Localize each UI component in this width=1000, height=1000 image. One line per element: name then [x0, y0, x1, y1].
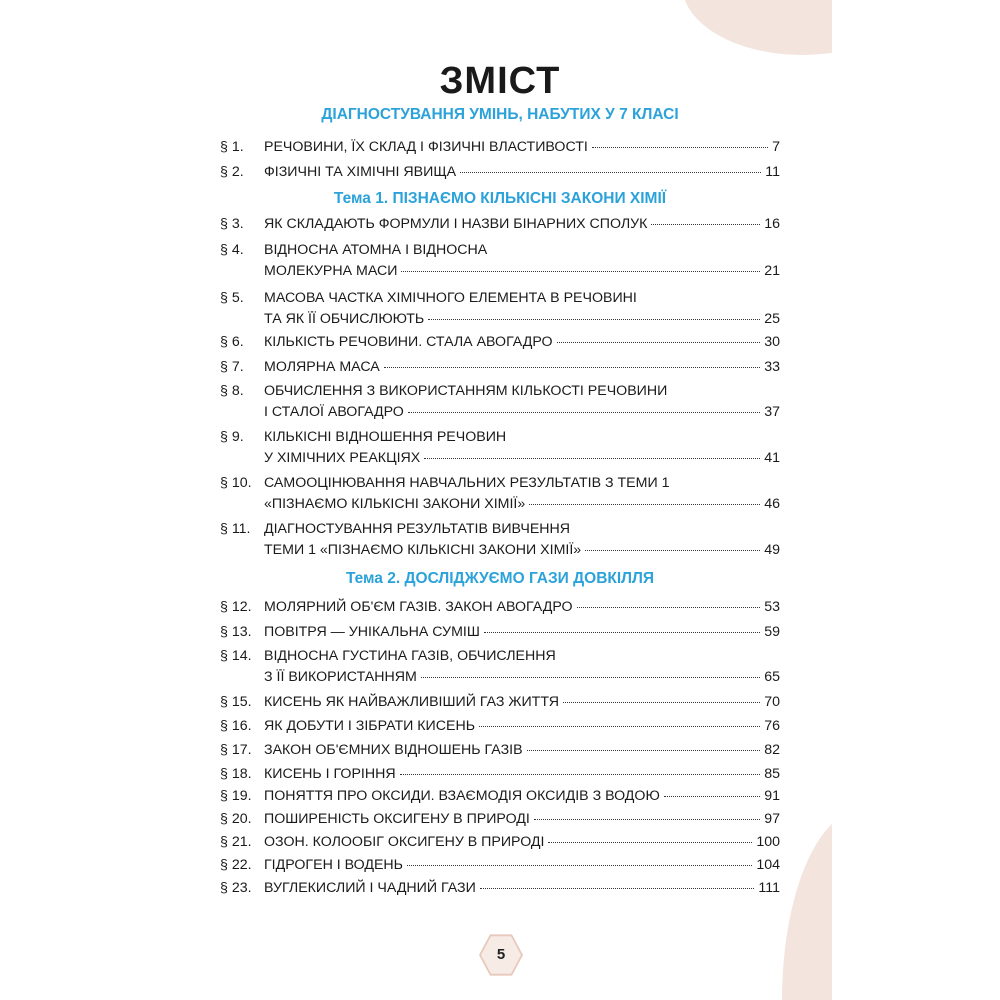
toc-entry-title: З ЇЇ ВИКОРИСТАННЯМ — [264, 669, 417, 685]
dot-leader — [557, 342, 761, 343]
toc-entry — [220, 832, 780, 853]
dot-leader — [407, 865, 752, 866]
dot-leader — [424, 458, 760, 459]
page-number: 5 — [496, 946, 506, 963]
toc-entry-title: ЯК ДОБУТИ І ЗІБРАТИ КИСЕНЬ — [264, 718, 476, 734]
toc-entry-title: ТЕМИ 1 «ПІЗНАЄМО КІЛЬКІСНІ ЗАКОНИ ХІМІЇ» — [264, 542, 582, 558]
dot-leader — [484, 632, 760, 633]
toc-entry — [220, 473, 780, 515]
toc-entry-page: 37 — [764, 404, 780, 420]
section-heading-topic-2: Тема 2. ДОСЛІДЖУЄМО ГАЗИ ДОВКІЛЛЯ — [345, 570, 655, 587]
toc-entry-number: § 10. — [220, 475, 252, 491]
toc-entry-title: У ХІМІЧНИХ РЕАКЦІЯХ — [264, 450, 421, 466]
toc-entry — [220, 692, 780, 713]
toc-entry — [220, 137, 780, 158]
toc-entry-title: МОЛЕКУРНА МАСИ — [264, 263, 398, 279]
toc-entry-title-line: ОБЧИСЛЕННЯ З ВИКОРИСТАННЯМ КІЛЬКОСТІ РЕЧОВИНИ — [264, 383, 668, 399]
toc-entry — [220, 764, 780, 785]
toc-entry — [220, 878, 780, 899]
dot-leader — [577, 607, 761, 608]
toc-entry-page: 97 — [764, 811, 780, 827]
toc-entry-number: § 14. — [220, 648, 252, 664]
toc-entry-page: 59 — [764, 624, 780, 640]
toc-entry-page: 85 — [764, 766, 780, 782]
toc-entry-title-line: САМООЦІНЮВАННЯ НАВЧАЛЬНИХ РЕЗУЛЬТАТІВ З ТЕМИ 1 — [264, 475, 670, 491]
toc-entry-title: МОЛЯРНИЙ ОБ'ЄМ ГАЗІВ. ЗАКОН АВОГАДРО — [264, 599, 573, 615]
toc-entry-page: 46 — [764, 496, 780, 512]
toc-entry-title: ВУГЛЕКИСЛИЙ І ЧАДНИЙ ГАЗИ — [264, 880, 476, 896]
toc-entry-page: 91 — [764, 788, 780, 804]
toc-entry-title: КІЛЬКІСТЬ РЕЧОВИНИ. СТАЛА АВОГАДРО — [264, 334, 553, 350]
toc-entry — [220, 519, 780, 561]
decorative-blob-right — [782, 810, 832, 1000]
toc-entry — [220, 332, 780, 353]
dot-leader — [664, 796, 760, 797]
toc-entry — [220, 786, 780, 807]
toc-entry-page: 21 — [764, 263, 780, 279]
toc-entry-page: 16 — [764, 216, 780, 232]
toc-entry — [220, 162, 780, 183]
toc-entry — [220, 809, 780, 830]
toc-entry-number: § 12. — [220, 599, 252, 615]
dot-leader — [585, 550, 760, 551]
dot-leader — [563, 702, 760, 703]
toc-entry-page: 104 — [756, 857, 780, 873]
toc-entry-number: § 9. — [220, 429, 244, 445]
toc-entry-page: 25 — [764, 311, 780, 327]
dot-leader — [592, 147, 768, 148]
toc-entry-page: 49 — [764, 542, 780, 558]
toc-entry-title-line: ВІДНОСНА АТОМНА І ВІДНОСНА — [264, 242, 488, 258]
dot-leader — [527, 750, 761, 751]
page-title: ЗМІСТ — [439, 60, 561, 102]
toc-entry-page: 100 — [756, 834, 780, 850]
toc-entry — [220, 381, 780, 423]
toc-entry-number: § 11. — [220, 521, 251, 537]
toc-entry — [220, 740, 780, 761]
toc-entry-page: 7 — [772, 139, 780, 155]
toc-entry-title: РЕЧОВИНИ, ЇХ СКЛАД І ФІЗИЧНІ ВЛАСТИВОСТІ — [264, 139, 588, 155]
toc-entry-number: § 23. — [220, 880, 252, 896]
toc-entry-number: § 16. — [220, 718, 252, 734]
toc-entry-number: § 13. — [220, 624, 252, 640]
toc-entry-title: ТА ЯК ЇЇ ОБЧИСЛЮЮТЬ — [264, 311, 425, 327]
toc-entry — [220, 622, 780, 643]
toc-entry — [220, 214, 780, 235]
book-page — [168, 0, 832, 1000]
dot-leader — [408, 412, 760, 413]
toc-entry-title: ПОШИРЕНІСТЬ ОКСИГЕНУ В ПРИРОДІ — [264, 811, 530, 827]
toc-entry-title: ПОВІТРЯ — УНІКАЛЬНА СУМІШ — [264, 624, 480, 640]
toc-entry-title: КИСЕНЬ ЯК НАЙВАЖЛИВІШИЙ ГАЗ ЖИТТЯ — [264, 694, 559, 710]
toc-entry-page: 53 — [764, 599, 780, 615]
dot-leader — [400, 774, 761, 775]
toc-entry-number: § 8. — [220, 383, 244, 399]
toc-entry-title: ОЗОН. КОЛООБІГ ОКСИГЕНУ В ПРИРОДІ — [264, 834, 545, 850]
section-heading-topic-1: Тема 1. ПІЗНАЄМО КІЛЬКІСНІ ЗАКОНИ ХІМІЇ — [333, 190, 667, 207]
toc-entry-title: ЯК СКЛАДАЮТЬ ФОРМУЛИ І НАЗВИ БІНАРНИХ СПОЛУК — [264, 216, 648, 232]
toc-entry-title: «ПІЗНАЄМО КІЛЬКІСНІ ЗАКОНИ ХІМІЇ» — [264, 496, 526, 512]
toc-entry-number: § 17. — [220, 742, 252, 758]
dot-leader — [529, 504, 760, 505]
toc-entry-number: § 18. — [220, 766, 252, 782]
decorative-blob-top — [682, 0, 832, 55]
toc-entry-page: 70 — [764, 694, 780, 710]
toc-entry-page: 65 — [764, 669, 780, 685]
toc-entry-number: § 5. — [220, 290, 244, 306]
toc-entry-title-line: ДІАГНОСТУВАННЯ РЕЗУЛЬТАТІВ ВИВЧЕННЯ — [264, 521, 571, 537]
toc-entry-title: ГІДРОГЕН І ВОДЕНЬ — [264, 857, 403, 873]
dot-leader — [460, 172, 761, 173]
toc-entry-title: ПОНЯТТЯ ПРО ОКСИДИ. ВЗАЄМОДІЯ ОКСИДІВ З ВОДОЮ — [264, 788, 660, 804]
toc-entry-number: § 4. — [220, 242, 244, 258]
dot-leader — [534, 819, 760, 820]
dot-leader — [401, 271, 760, 272]
toc-entry-page: 33 — [764, 359, 780, 375]
toc-entry-number: § 20. — [220, 811, 252, 827]
toc-entry-title: ЗАКОН ОБ'ЄМНИХ ВІДНОШЕНЬ ГАЗІВ — [264, 742, 523, 758]
toc-entry-number: § 21. — [220, 834, 252, 850]
dot-leader — [480, 888, 755, 889]
toc-entry — [220, 240, 780, 282]
toc-entry-number: § 19. — [220, 788, 252, 804]
toc-entry-title-line: КІЛЬКІСНІ ВІДНОШЕННЯ РЕЧОВИН — [264, 429, 507, 445]
dot-leader — [384, 367, 760, 368]
toc-entry-title-line: МАСОВА ЧАСТКА ХІМІЧНОГО ЕЛЕМЕНТА В РЕЧОВИНІ — [264, 290, 637, 306]
dot-leader — [421, 677, 760, 678]
toc-entry — [220, 597, 780, 618]
toc-entry-number: § 22. — [220, 857, 252, 873]
toc-entry-title: МОЛЯРНА МАСА — [264, 359, 380, 375]
toc-entry-page: 111 — [758, 880, 780, 896]
toc-entry-page: 30 — [764, 334, 780, 350]
toc-entry-number: § 1. — [220, 139, 244, 155]
toc-entry-page: 41 — [764, 450, 780, 466]
toc-entry — [220, 288, 780, 330]
toc-entry-title: ФІЗИЧНІ ТА ХІМІЧНІ ЯВИЩА — [264, 164, 457, 180]
toc-entry — [220, 357, 780, 378]
toc-entry — [220, 716, 780, 737]
toc-entry — [220, 427, 780, 469]
dot-leader — [428, 319, 760, 320]
section-heading-diagnostics: ДІАГНОСТУВАННЯ УМІНЬ, НАБУТИХ У 7 КЛАСІ — [321, 106, 679, 123]
dot-leader — [651, 224, 760, 225]
toc-entry-number: § 3. — [220, 216, 244, 232]
toc-entry-number: § 6. — [220, 334, 244, 350]
toc-entry — [220, 855, 780, 876]
toc-entry-number: § 7. — [220, 359, 244, 375]
toc-entry-page: 11 — [765, 164, 780, 180]
toc-entry — [220, 646, 780, 688]
toc-entry-title-line: ВІДНОСНА ГУСТИНА ГАЗІВ, ОБЧИСЛЕННЯ — [264, 648, 556, 664]
toc-entry-title: КИСЕНЬ І ГОРІННЯ — [264, 766, 396, 782]
dot-leader — [548, 842, 752, 843]
toc-entry-page: 76 — [764, 718, 780, 734]
toc-entry-title: І СТАЛОЇ АВОГАДРО — [264, 404, 404, 420]
toc-entry-number: § 15. — [220, 694, 252, 710]
dot-leader — [479, 726, 760, 727]
toc-entry-page: 82 — [764, 742, 780, 758]
toc-entry-number: § 2. — [220, 164, 244, 180]
